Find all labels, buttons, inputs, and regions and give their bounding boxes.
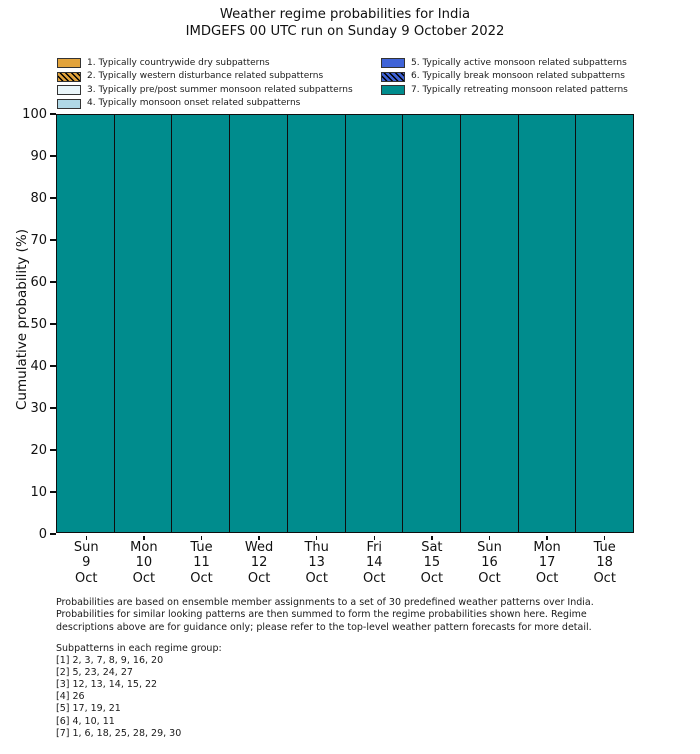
x-axis-tick-label bbox=[563, 540, 647, 586]
x-axis-tick-label-line: 18 bbox=[596, 555, 613, 571]
x-axis-tick-label-line: Sat bbox=[421, 540, 443, 555]
legend-swatch-icon bbox=[57, 58, 81, 68]
bar-sun-16oct bbox=[461, 115, 519, 532]
x-axis-tick-label-line: 9 bbox=[82, 555, 91, 571]
x-axis-tick-label-line: 14 bbox=[366, 555, 383, 571]
x-axis-tick-label-line: Sun bbox=[477, 540, 502, 555]
bar-segment bbox=[461, 115, 518, 532]
legend-item-6 bbox=[381, 71, 625, 82]
legend-label: 2. Typically western disturbance related subpatterns bbox=[87, 71, 324, 81]
x-axis-tick-label-line: 17 bbox=[538, 555, 556, 571]
x-axis-tick-label-line: 10 bbox=[135, 555, 153, 571]
y-axis-tick bbox=[50, 533, 56, 534]
bar-tue-18oct bbox=[576, 115, 633, 532]
subpattern-line: [7] 1, 6, 18, 25, 28, 29, 30 bbox=[56, 727, 182, 739]
bar-wed-12oct bbox=[230, 115, 288, 532]
legend-item-1 bbox=[57, 58, 270, 69]
subpattern-line: [4] 26 bbox=[56, 691, 85, 703]
y-axis-tick-label: 90 bbox=[30, 148, 47, 164]
x-axis-tick-label-line: Oct bbox=[593, 570, 616, 586]
bar-segment bbox=[346, 115, 403, 532]
bar-segment bbox=[115, 115, 172, 532]
x-axis-tick-label-line: 16 bbox=[481, 555, 498, 571]
y-axis-tick-label: 60 bbox=[30, 274, 47, 290]
x-axis-tick-label-line: Oct bbox=[478, 570, 501, 586]
x-axis-tick-label-line: Oct bbox=[190, 570, 213, 586]
legend-swatch-icon bbox=[57, 85, 81, 95]
footer-line: Probabilities for similar looking patterns are then summed to form the regime probabilities shown here. Regime bbox=[56, 609, 587, 621]
bar-segment bbox=[576, 115, 633, 532]
legend-item-5 bbox=[381, 58, 627, 69]
bar-segment bbox=[172, 115, 229, 532]
y-axis-tick-label: 80 bbox=[30, 190, 47, 206]
subpattern-line: [3] 12, 13, 14, 15, 22 bbox=[56, 679, 158, 691]
x-axis-tick-label-line: Oct bbox=[247, 570, 271, 586]
subpattern-line: [1] 2, 3, 7, 8, 9, 16, 20 bbox=[56, 655, 164, 667]
bar-mon-10oct bbox=[115, 115, 173, 532]
x-axis-tick-label-line: Thu bbox=[304, 540, 329, 555]
x-axis-tick-label-line: Oct bbox=[363, 570, 386, 586]
bar-mon-17oct bbox=[519, 115, 577, 532]
y-axis-label: Cumulative probability (%) bbox=[14, 228, 30, 410]
y-axis-tick-label: 50 bbox=[30, 316, 47, 332]
chart-subtitle: IMDGEFS 00 UTC run on Sunday 9 October 2022 bbox=[185, 24, 505, 39]
y-axis-tick-label: 100 bbox=[22, 106, 47, 122]
subpatterns-heading: Subpatterns in each regime group: bbox=[56, 643, 222, 654]
legend-swatch-icon bbox=[381, 85, 405, 95]
y-axis-tick-label: 30 bbox=[30, 400, 47, 416]
footer-line: descriptions above are for guidance only; please refer to the top-level weather pattern forecasts for more detail. bbox=[56, 621, 592, 633]
legend-label: 3. Typically pre/post summer monsoon related subpatterns bbox=[87, 84, 353, 95]
y-axis-tick-label: 10 bbox=[30, 484, 47, 500]
legend-swatch-icon bbox=[57, 99, 81, 109]
x-axis-tick-label-line: Mon bbox=[130, 540, 158, 555]
footer-note bbox=[56, 597, 594, 634]
x-axis-tick-label-line: Wed bbox=[244, 540, 274, 555]
legend-label: 4. Typically monsoon onset related subpatterns bbox=[87, 98, 301, 108]
x-axis-tick-label-line: 13 bbox=[308, 555, 325, 571]
x-axis-tick-label-line: Oct bbox=[535, 570, 559, 586]
subpatterns-block bbox=[56, 643, 222, 740]
bar-segment bbox=[519, 115, 576, 532]
y-axis-tick-label: 20 bbox=[30, 442, 47, 458]
x-axis-tick-label-line: Oct bbox=[132, 570, 156, 586]
bar-sat-15oct bbox=[403, 115, 461, 532]
footer-line: Probabilities are based on ensemble member assignments to a set of 30 predefined weather patterns over India. bbox=[56, 597, 594, 608]
x-axis-tick-label-line: Fri bbox=[366, 540, 383, 555]
legend-swatch-icon bbox=[381, 58, 405, 68]
bar-segment bbox=[57, 115, 114, 532]
legend-item-3 bbox=[57, 85, 353, 96]
x-axis-tick-label-line: 15 bbox=[423, 555, 441, 571]
legend-swatch-icon bbox=[381, 72, 405, 82]
legend-item-2 bbox=[57, 71, 323, 82]
x-axis-tick-label-line: Sun bbox=[73, 540, 99, 555]
legend-swatch-icon bbox=[57, 72, 81, 82]
x-axis-tick-label-line: 12 bbox=[250, 555, 268, 571]
bar-segment bbox=[230, 115, 287, 532]
bar-fri-14oct bbox=[346, 115, 404, 532]
bar-thu-13oct bbox=[288, 115, 346, 532]
chart-title: Weather regime probabilities for India bbox=[219, 7, 471, 22]
legend-label: 1. Typically countrywide dry subpatterns bbox=[87, 57, 270, 68]
subpattern-line: [2] 5, 23, 24, 27 bbox=[56, 667, 133, 679]
x-axis-tick-label-line: Tue bbox=[190, 540, 213, 555]
x-axis-tick-label-line: Oct bbox=[75, 570, 98, 586]
subpattern-line: [5] 17, 19, 21 bbox=[56, 703, 121, 715]
legend-item-7 bbox=[381, 85, 628, 96]
bar-segment bbox=[403, 115, 460, 532]
x-axis-tick-label-line: Oct bbox=[420, 570, 444, 586]
legend-item-4 bbox=[57, 98, 300, 109]
x-axis-tick-label-line: Tue bbox=[593, 540, 616, 555]
plot-area bbox=[56, 114, 634, 533]
subpattern-line: [6] 4, 10, 11 bbox=[56, 715, 115, 727]
x-axis-tick-label-line: 11 bbox=[193, 555, 210, 571]
legend-label: 7. Typically retreating monsoon related patterns bbox=[411, 84, 628, 95]
x-axis-tick-label-line: Mon bbox=[533, 540, 561, 555]
y-axis-tick-label: 40 bbox=[30, 358, 47, 374]
bar-segment bbox=[288, 115, 345, 532]
bar-sun-9oct bbox=[57, 115, 115, 532]
y-axis-tick-label: 70 bbox=[30, 232, 47, 248]
x-axis-tick-label-line: Oct bbox=[305, 570, 328, 586]
bar-tue-11oct bbox=[172, 115, 230, 532]
legend-label: 5. Typically active monsoon related subpatterns bbox=[411, 57, 627, 68]
y-axis-tick-label: 0 bbox=[38, 526, 47, 542]
legend-label: 6. Typically break monsoon related subpatterns bbox=[411, 71, 625, 81]
